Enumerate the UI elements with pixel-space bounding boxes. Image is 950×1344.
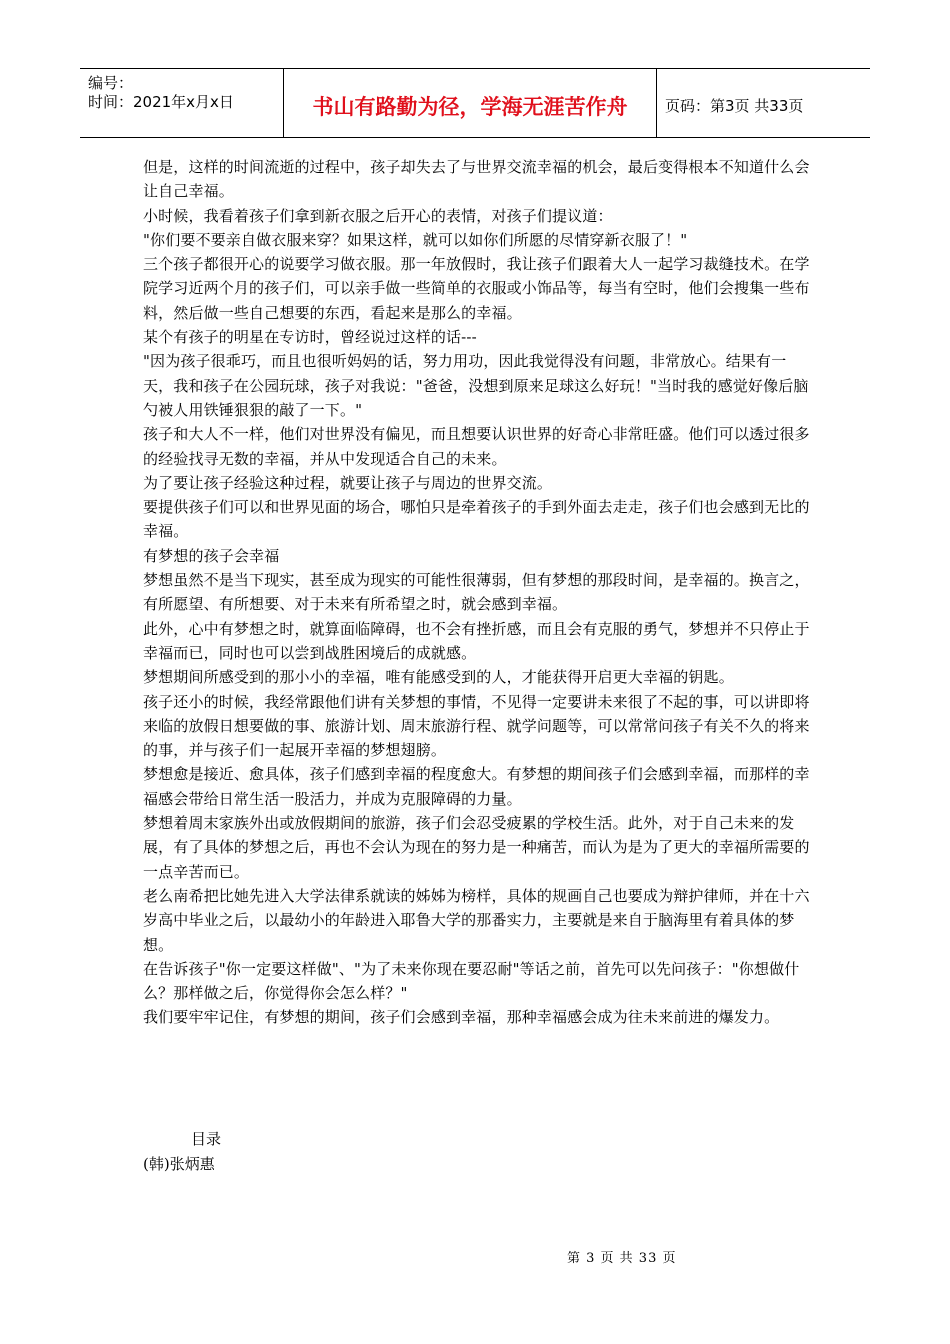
- paragraph: 此外，心中有梦想之时，就算面临障碍，也不会有挫折感，而且会有克服的勇气，梦想并不只停止于幸福而已，同时也可以尝到战胜困境后的成就感。: [143, 619, 810, 662]
- header-motto: 书山有路勤为径，学海无涯苦作舟: [283, 69, 657, 137]
- paragraph: 孩子和大人不一样，他们对世界没有偏见，而且想要认识世界的好奇心非常旺盛。他们可以透过很多的经验找寻无数的幸福，并从中发现适合自己的未来。: [143, 425, 810, 468]
- paragraph: 孩子还小的时候，我经常跟他们讲有关梦想的事情，不见得一定要讲未来很了不起的事，可以讲即将来临的放假日想要做的事、旅游计划、周末旅游行程、就学问题等，可以常常问孩子有关不久的将来的事，并与孩子们一起展开幸福的梦想翅膀。: [143, 692, 810, 760]
- paragraph: "你们要不要亲自做衣服来穿？如果这样，就可以如你们所愿的尽情穿新衣服了！": [143, 230, 688, 249]
- page-footer: 第 3 页 共 33 页: [567, 1251, 677, 1266]
- paragraph: 老么南希把比她先进入大学法律系就读的姊姊为榜样，具体的规画自己也要成为辩护律师，并在十六岁高中毕业之后，以最幼小的年龄进入耶鲁大学的那番实力，主要就是来自于脑海里有着具体的梦想。: [143, 886, 810, 954]
- paragraph: 为了要让孩子经验这种过程，就要让孩子与周边的世界交流。: [143, 473, 553, 492]
- paragraph: 小时候，我看着孩子们拿到新衣服之后开心的表情，对孩子们提议道：: [143, 206, 613, 225]
- document-date-label: 时间：2021年x月x日: [88, 93, 234, 111]
- paragraph: 梦想着周末家族外出或放假期间的旅游，孩子们会忍受疲累的学校生活。此外，对于自己未来的发展，有了具体的梦想之后，再也不会认为现在的努力是一种痛苦，而认为是为了更大的幸福所需要的一点辛苦而已。: [143, 814, 810, 881]
- paragraph: 三个孩子都很开心的说要学习做衣服。那一年放假时，我让孩子们跟着大人一起学习裁缝技术。在学院学习近两个月的孩子们，可以亲手做一些简单的衣服或小饰品等，每当有空时，他们会搜集一些布料，然后做一些自己想要的东西，看起来是那么的幸福。: [143, 255, 810, 322]
- paragraph: 某个有孩子的明星在专访时，曾经说过这样的话---: [143, 328, 477, 347]
- paragraph: 我们要牢牢记住，有梦想的期间，孩子们会感到幸福，那种幸福感会成为往未来前进的爆发力。: [143, 1008, 780, 1027]
- section-heading: 有梦想的孩子会幸福: [143, 546, 280, 565]
- toc-title: 目录: [191, 1130, 222, 1148]
- paragraph: 梦想期间所感受到的那小小的幸福，唯有能感受到的人，才能获得开启更大幸福的钥匙。: [143, 668, 734, 687]
- paragraph: 要提供孩子们可以和世界见面的场合，哪怕只是牵着孩子的手到外面去走走，孩子们也会感到无比的幸福。: [143, 498, 810, 541]
- paragraph: 但是，这样的时间流逝的过程中，孩子却失去了与世界交流幸福的机会，最后变得根本不知道什么会让自己幸福。: [143, 158, 810, 201]
- header-left-cell: [80, 69, 283, 137]
- paragraph: 在告诉孩子"你一定要这样做"、"为了未来你现在要忍耐"等话之前，首先可以先问孩子："你想做什么？那样做之后，你觉得你会怎么样？": [143, 959, 800, 1003]
- document-number-label: 编号：: [88, 74, 134, 92]
- header-page-number: 页码：第3页 共33页: [665, 96, 804, 115]
- document-body: [143, 155, 813, 1030]
- page-header: [80, 68, 870, 138]
- paragraph: 梦想愈是接近、愈具体，孩子们感到幸福的程度愈大。有梦想的期间孩子们会感到幸福，而那样的幸福感会带给日常生活一股活力，并成为克服障碍的力量。: [143, 765, 810, 808]
- paragraph: "因为孩子很乖巧，而且也很听妈妈的话，努力用功，因此我觉得没有问题，非常放心。结果有一天，我和孩子在公园玩球，孩子对我说："爸爸，没想到原来足球这么好玩！"当时我的感觉好像后脑勺被人用铁锤狠狠的敲了一下。": [143, 352, 809, 419]
- paragraph: 梦想虽然不是当下现实，甚至成为现实的可能性很薄弱，但有梦想的那段时间，是幸福的。换言之，有所愿望、有所想要、对于未来有所希望之时，就会感到幸福。: [143, 571, 810, 614]
- toc-author: (韩)张炳惠: [143, 1155, 215, 1173]
